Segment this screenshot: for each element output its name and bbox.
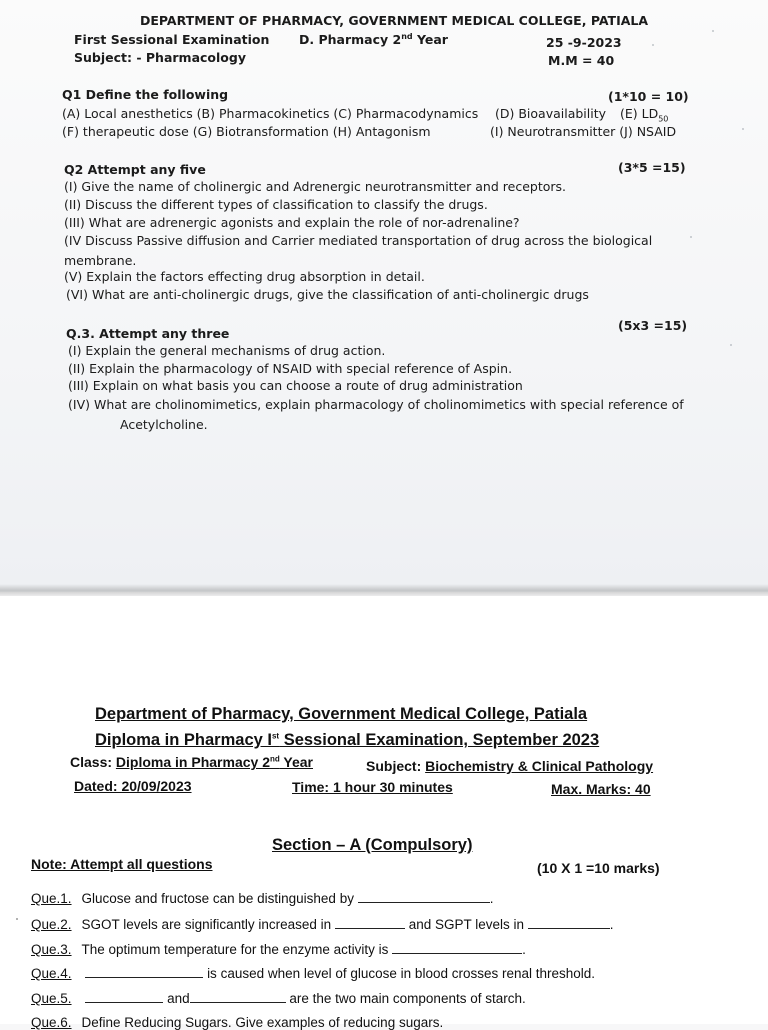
- answer-blank: [335, 916, 405, 929]
- paper2-dated: Dated: 20/09/2023: [74, 778, 192, 794]
- q2-item: (V) Explain the factors effecting drug absorption in detail.: [64, 269, 425, 284]
- question-number: Que.5.: [31, 991, 72, 1006]
- paper2-class-label: Class:: [70, 754, 116, 770]
- q3-item: (I) Explain the general mechanisms of drug action.: [68, 343, 386, 358]
- q2-item: (III) What are adrenergic agonists and explain the role of nor-adrenaline?: [64, 215, 520, 230]
- q2-item: (II) Discuss the different types of classification to classify the drugs.: [64, 197, 488, 212]
- paper2-class-sup: nd: [269, 754, 280, 764]
- question-text: Glucose and fructose can be distinguished by: [81, 891, 354, 906]
- paper2-subtitle-sup: st: [271, 731, 280, 741]
- q2-heading: Q2 Attempt any five: [64, 162, 206, 177]
- paper2-subject: [366, 758, 653, 774]
- paper1-year-suffix: Year: [412, 32, 448, 48]
- answer-blank: [190, 990, 286, 1003]
- q1-ld-text: (E) LD: [620, 106, 659, 121]
- q3-marks: (5x3 =15): [618, 318, 688, 333]
- question-number: Que.2.: [31, 917, 72, 932]
- question-end: .: [489, 891, 494, 906]
- paper-speck: [652, 44, 654, 46]
- question-text: SGOT levels are significantly increased in: [81, 917, 332, 932]
- answer-blank: [528, 916, 610, 929]
- question-number: Que.6.: [31, 1015, 72, 1030]
- question-1: [31, 890, 493, 906]
- answer-blank: [85, 965, 203, 978]
- q1-marks: (1*10 = 10): [608, 89, 689, 104]
- question-text: and: [167, 991, 190, 1006]
- q1-heading: [62, 87, 228, 102]
- paper2-time: Time: 1 hour 30 minutes: [292, 779, 453, 795]
- paper1-year-sup: nd: [401, 32, 413, 41]
- paper1-year: [299, 32, 448, 47]
- answer-blank: [358, 890, 490, 903]
- question-text-2: and SGPT levels in: [408, 917, 524, 932]
- q3-item: (III) Explain on what basis you can choose a route of drug administration: [68, 378, 523, 393]
- q1-line2-right: (I) Neurotransmitter (J) NSAID: [490, 124, 677, 139]
- q2-item: (I) Give the name of cholinergic and Adrenergic neurotransmitter and receptors.: [64, 179, 566, 194]
- paper2-subject-label: Subject:: [366, 758, 426, 774]
- paper2-section-heading: Section – A (Compulsory): [272, 836, 473, 854]
- paper2-max-marks: Max. Marks: 40: [551, 781, 651, 797]
- q2-item: (VI) What are anti-cholinergic drugs, give the classification of anti-cholinergic drugs: [66, 287, 589, 302]
- q2-item: membrane.: [64, 253, 137, 268]
- question-number: Que.1.: [31, 891, 72, 906]
- question-text: The optimum temperature for the enzyme activity is: [81, 942, 389, 957]
- paper2-subtitle-suffix: Sessional Examination, September 2023: [279, 731, 600, 749]
- paper2-subject-value: Biochemistry & Clinical Pathology: [425, 758, 654, 774]
- q2-item: (IV Discuss Passive diffusion and Carrier mediated transportation of drug across the biological: [64, 233, 653, 248]
- question-text: Define Reducing Sugars. Give examples of reducing sugars.: [81, 1015, 444, 1030]
- q3-heading: Q.3. Attempt any three: [66, 326, 230, 341]
- paper-speck: [690, 236, 692, 238]
- paper2-class-suffix: Year: [279, 754, 313, 770]
- paper2-class-value-text: Diploma in Pharmacy 2: [115, 754, 270, 770]
- paper2-subtitle: [95, 731, 599, 750]
- paper2-class-value: [116, 754, 313, 770]
- exam-paper-biochemistry: [0, 596, 768, 1024]
- question-number: Que.3.: [31, 942, 72, 957]
- paper2-subtitle-text: Diploma in Pharmacy I: [95, 731, 272, 749]
- paper1-year-text: D. Pharmacy 2: [299, 32, 402, 48]
- question-text: is caused when level of glucose in blood crosses renal threshold.: [207, 966, 596, 981]
- question-end: .: [609, 917, 614, 932]
- q1-line1-ld50: [620, 106, 668, 124]
- question-5: [31, 990, 526, 1006]
- paper2-title: Department of Pharmacy, Government Medical College, Patiala: [95, 705, 588, 723]
- paper1-title: DEPARTMENT OF PHARMACY, GOVERNMENT MEDICAL COLLEGE, PATIALA: [140, 13, 649, 28]
- question-6: [31, 1015, 443, 1030]
- question-end: .: [522, 942, 526, 957]
- q1-line1: (A) Local anesthetics (B) Pharmacokinetics (C) Pharmacodynamics: [62, 106, 479, 121]
- paper-speck: [742, 128, 744, 130]
- q3-item: (II) Explain the pharmacology of NSAID with special reference of Aspin.: [68, 361, 513, 376]
- paper-speck: [730, 344, 732, 346]
- q1-heading-text: Q1 Define the following: [62, 87, 229, 102]
- q3-item: (IV) What are cholinomimetics, explain pharmacology of cholinomimetics with special reference of: [68, 397, 684, 412]
- question-2: [31, 916, 614, 932]
- answer-blank: [392, 941, 522, 954]
- paper1-date: 25 -9-2023: [546, 35, 622, 50]
- q1-line1-bioavailability: (D) Bioavailability: [495, 106, 607, 121]
- paper2-section-marks: (10 X 1 =10 marks): [537, 860, 660, 876]
- question-number: Que.4.: [31, 966, 72, 981]
- q1-line2: (F) therapeutic dose (G) Biotransformation (H) Antagonism: [62, 124, 431, 139]
- question-3: [31, 941, 526, 957]
- q3-item: Acetylcholine.: [120, 417, 208, 432]
- q2-marks: (3*5 =15): [618, 160, 686, 175]
- paper1-exam-name: First Sessional Examination: [74, 32, 270, 47]
- paper-speck: [16, 918, 18, 920]
- q1-ld-sub: 50: [658, 114, 669, 124]
- paper1-max-marks: M.M = 40: [548, 53, 615, 68]
- answer-blank: [85, 990, 163, 1003]
- paper2-note: Note: Attempt all questions: [31, 856, 213, 872]
- question-4: [31, 965, 595, 981]
- question-text-2: are the two main components of starch.: [289, 991, 526, 1006]
- paper-speck: [712, 30, 714, 32]
- paper2-class: [70, 754, 313, 770]
- paper1-subject: Subject: - Pharmacology: [74, 50, 246, 65]
